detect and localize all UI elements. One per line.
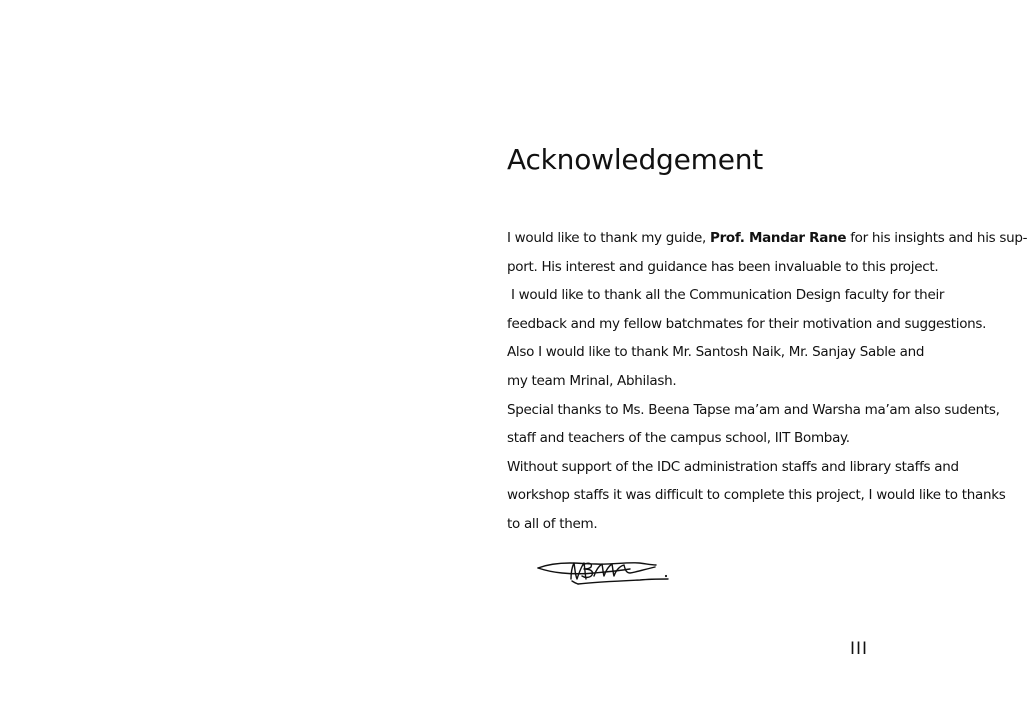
acknowledgement-body [507, 224, 1027, 539]
body-line-9: Without support of the IDC administration staffs and library staffs and [507, 458, 959, 475]
guide-name: Prof. Mandar Rane [709, 230, 847, 246]
body-line-6: my team Mrinal, Abhilash. [507, 372, 677, 389]
page-number: III [850, 639, 869, 659]
body-line-1-start: I would like to thank my guide, [507, 230, 710, 246]
body-line-10: workshop staffs it was difficult to complete this project, I would like to thanks [507, 487, 1006, 504]
body-line-2: port. His interest and guidance has been invaluable to this project. [507, 258, 939, 275]
body-line-5: Also I would like to thank Mr. Santosh Naik, Mr. Sanjay Sable and [507, 344, 925, 361]
body-line-11: to all of them. [507, 515, 598, 532]
handwritten-signature [536, 553, 676, 589]
body-line-8: staff and teachers of the campus school, IIT Bombay. [507, 430, 850, 447]
body-line-1-end: for his insights and his sup- [846, 230, 1027, 246]
page-title: Acknowledgement [507, 143, 764, 176]
body-line-1 [507, 224, 1027, 253]
body-line-7: Special thanks to Ms. Beena Tapse ma’am and Warsha ma’am also sudents, [507, 401, 1000, 418]
body-line-4: feedback and my fellow batchmates for their motivation and suggestions. [507, 315, 987, 332]
body-line-3: I would like to thank all the Communication Design faculty for their [507, 287, 945, 304]
